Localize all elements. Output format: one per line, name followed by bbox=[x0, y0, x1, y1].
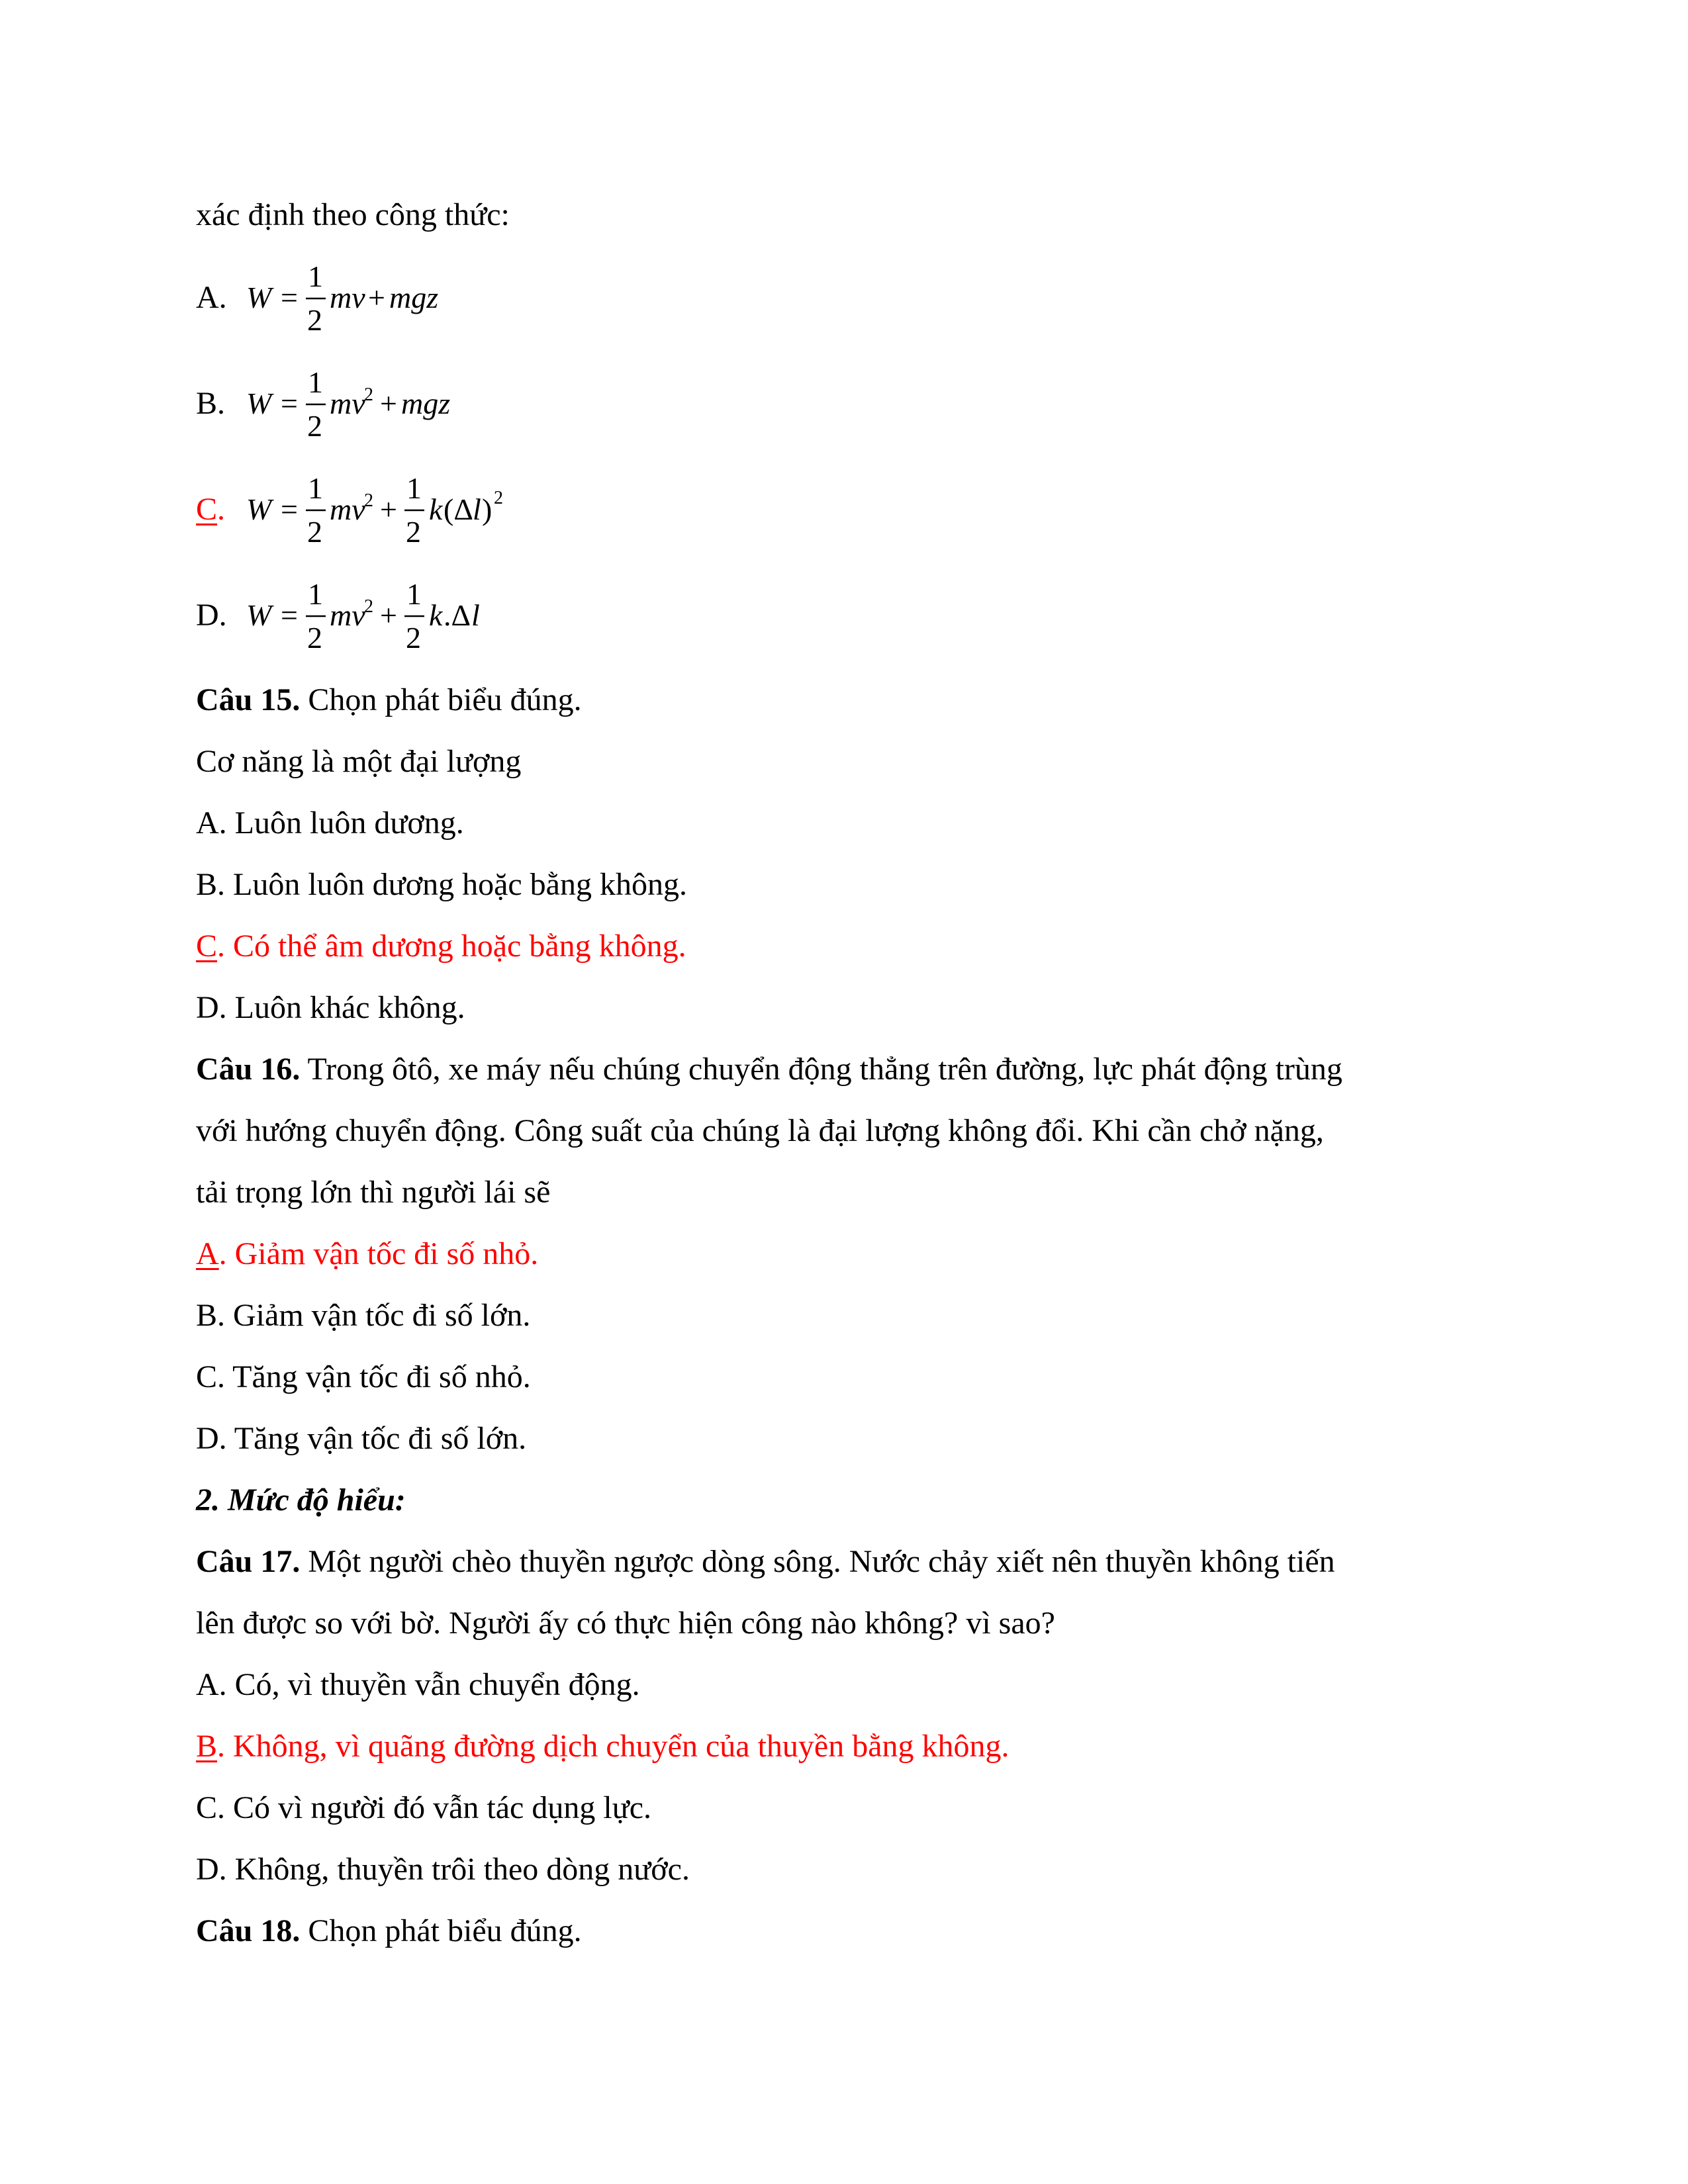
formula-a-math bbox=[246, 248, 670, 347]
svg-text:1: 1 bbox=[308, 365, 323, 399]
svg-text:+: + bbox=[380, 387, 397, 420]
question-16-line-2: với hướng chuyển động. Công suất của chúng là đại lượng không đổi. Khi cần chở nặng, bbox=[196, 1113, 1324, 1148]
q15-option-b: B. Luôn luôn dương hoặc bằng không. bbox=[196, 867, 687, 902]
question-16-line-1: Câu 16. Trong ôtô, xe máy nếu chúng chuyển động thẳng trên đường, lực phát động trùng bbox=[196, 1052, 1342, 1087]
svg-text:2: 2 bbox=[364, 596, 373, 617]
svg-text:1: 1 bbox=[308, 259, 323, 293]
svg-text:2: 2 bbox=[406, 621, 421, 655]
q17-option-c: C. Có vì người đó vẫn tác dụng lực. bbox=[196, 1790, 652, 1825]
svg-text:): ) bbox=[482, 492, 492, 526]
formula-option-a bbox=[196, 248, 726, 347]
svg-text:1: 1 bbox=[406, 471, 422, 505]
svg-text:+: + bbox=[368, 281, 385, 314]
option-letter: B. bbox=[196, 386, 226, 421]
q17-option-a: A. Có, vì thuyền vẫn chuyển động. bbox=[196, 1667, 640, 1702]
q15-option-d: D. Luôn khác không. bbox=[196, 990, 465, 1025]
svg-text:mgz: mgz bbox=[389, 281, 439, 314]
option-letter: C. bbox=[196, 492, 226, 527]
svg-text:+: + bbox=[380, 598, 397, 632]
svg-text:(Δ: (Δ bbox=[444, 492, 473, 526]
option-letter: D. bbox=[196, 598, 227, 633]
svg-text:2: 2 bbox=[307, 303, 322, 337]
q17-option-b: B. Không, vì quãng đường dịch chuyển của thuyền bằng không. bbox=[196, 1729, 1009, 1764]
question-16-line-3: tải trọng lớn thì người lái sẽ bbox=[196, 1175, 551, 1210]
svg-text:+: + bbox=[380, 492, 397, 526]
q15-option-c: C. Có thể âm dương hoặc bằng không. bbox=[196, 929, 686, 964]
svg-text:W: W bbox=[246, 281, 272, 314]
svg-text:mv: mv bbox=[330, 281, 365, 314]
formula-b-math bbox=[246, 354, 670, 453]
question-17-line-1: Câu 17. Một người chèo thuyền ngược dòng sông. Nước chảy xiết nên thuyền không tiến bbox=[196, 1544, 1335, 1579]
svg-text:W: W bbox=[246, 492, 272, 526]
svg-text:1: 1 bbox=[308, 471, 323, 505]
q16-option-c: C. Tăng vận tốc đi số nhỏ. bbox=[196, 1359, 531, 1394]
svg-text:2: 2 bbox=[307, 621, 322, 655]
svg-text:k: k bbox=[429, 598, 443, 632]
option-letter: A. bbox=[196, 280, 227, 315]
question-15-stem: Cơ năng là một đại lượng bbox=[196, 744, 522, 779]
formula-option-d bbox=[196, 566, 792, 665]
svg-text:=: = bbox=[281, 598, 298, 632]
formula-d-math bbox=[246, 566, 723, 665]
svg-text:l: l bbox=[471, 598, 480, 632]
q16-option-b: B. Giảm vận tốc đi số lớn. bbox=[196, 1298, 531, 1333]
svg-text:W: W bbox=[246, 387, 272, 420]
q16-option-a: A. Giảm vận tốc đi số nhỏ. bbox=[196, 1236, 539, 1271]
svg-text:k: k bbox=[429, 492, 443, 526]
svg-text:=: = bbox=[281, 387, 298, 420]
svg-text:1: 1 bbox=[308, 577, 323, 611]
svg-text:=: = bbox=[281, 492, 298, 526]
svg-text:.Δ: .Δ bbox=[444, 598, 471, 632]
q17-option-d: D. Không, thuyền trôi theo dòng nước. bbox=[196, 1852, 690, 1887]
question-17-line-2: lên được so với bờ. Người ấy có thực hiện công nào không? vì sao? bbox=[196, 1606, 1055, 1641]
formula-c-math bbox=[246, 460, 723, 559]
svg-text:2: 2 bbox=[406, 515, 421, 549]
section-heading: 2. Mức độ hiểu: bbox=[196, 1482, 406, 1518]
formula-option-c bbox=[196, 460, 792, 559]
svg-text:mv: mv bbox=[330, 492, 365, 526]
svg-text:2: 2 bbox=[307, 409, 322, 443]
question-18: Câu 18. Chọn phát biểu đúng. bbox=[196, 1913, 582, 1948]
question-15: Câu 15. Chọn phát biểu đúng. bbox=[196, 682, 582, 717]
svg-text:2: 2 bbox=[364, 385, 373, 405]
svg-text:2: 2 bbox=[364, 490, 373, 511]
svg-text:W: W bbox=[246, 598, 272, 632]
svg-text:2: 2 bbox=[494, 488, 503, 508]
svg-text:2: 2 bbox=[307, 515, 322, 549]
svg-text:mgz: mgz bbox=[401, 387, 451, 420]
q16-option-d: D. Tăng vận tốc đi số lớn. bbox=[196, 1421, 527, 1456]
intro-line: xác định theo công thức: bbox=[196, 197, 510, 232]
svg-text:mv: mv bbox=[330, 598, 365, 632]
svg-text:mv: mv bbox=[330, 387, 365, 420]
svg-text:=: = bbox=[281, 281, 298, 314]
svg-text:l: l bbox=[473, 492, 481, 526]
formula-option-b bbox=[196, 354, 726, 453]
svg-text:1: 1 bbox=[406, 577, 422, 611]
q15-option-a: A. Luôn luôn dương. bbox=[196, 805, 464, 841]
